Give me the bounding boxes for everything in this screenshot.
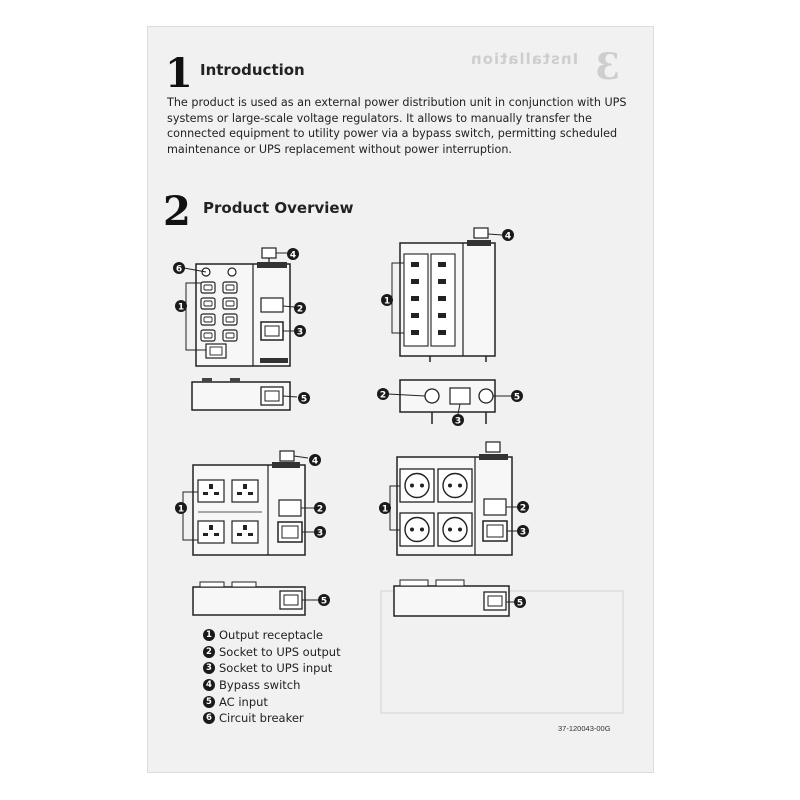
legend-label: Bypass switch [219, 678, 301, 693]
callout-number: 1 [383, 296, 391, 307]
callout-number: 1 [177, 302, 185, 313]
diagram-unit-iec-front [184, 248, 297, 410]
callout-badge [287, 248, 299, 261]
section-number-overview: 2 [163, 188, 191, 235]
callout-badge [517, 525, 529, 538]
callout-badge [377, 388, 389, 401]
callout-number: 5 [300, 394, 308, 405]
callout-badge [517, 501, 529, 514]
callout-badge [298, 392, 310, 405]
intro-line: connected equipment to utility power via a bypass switch, permitting scheduled [167, 127, 618, 140]
callout-badge [175, 300, 187, 313]
legend-number: 4 [203, 679, 215, 691]
legend-number: 5 [203, 696, 215, 708]
callout-badge [314, 502, 326, 515]
callout-badge [514, 596, 526, 609]
legend-number: 1 [203, 629, 215, 641]
callout-number: 4 [504, 231, 512, 242]
legend-number: 2 [203, 646, 215, 658]
callout-number: 2 [519, 503, 527, 514]
legend-item [203, 660, 341, 677]
intro-line: The product is used as an external power distribution unit in conjunction with UPS [167, 96, 627, 109]
callout-number: 4 [311, 456, 319, 467]
diagram-unit-schuko-front [390, 442, 517, 616]
callout-badge [452, 414, 464, 427]
callout-badge [173, 262, 185, 275]
legend-item [203, 644, 341, 661]
callout-number: 3 [296, 327, 304, 338]
callout-number: 3 [316, 528, 324, 539]
diagram-unit-uk-front [183, 451, 318, 615]
callout-badge [318, 594, 330, 607]
callout-number: 2 [296, 304, 304, 315]
callout-number: 5 [320, 596, 328, 607]
callout-number: 3 [519, 527, 527, 538]
section-title-intro: Introduction [200, 61, 305, 79]
callout-number: 5 [513, 392, 521, 403]
intro-line: maintenance or UPS replacement without power interruption. [167, 142, 512, 156]
intro-line: systems or large-scale voltage regulators. It allows to manually transfer the [167, 111, 592, 125]
legend-label: AC input [219, 694, 268, 709]
callout-badge [314, 526, 326, 539]
legend-item [203, 627, 341, 644]
section-number-intro: 1 [165, 50, 193, 97]
legend-label: Socket to UPS output [219, 644, 341, 659]
callout-number: 1 [381, 504, 389, 515]
callout-number: 6 [175, 264, 183, 275]
callout-badge [175, 502, 187, 515]
callout-badge [381, 294, 393, 307]
legend-item [203, 693, 341, 710]
legend-label: Socket to UPS input [219, 661, 333, 676]
legend-number: 3 [203, 662, 215, 674]
legend-label: Output receptacle [219, 628, 323, 643]
callout-number: 4 [289, 250, 297, 261]
callout-badge [379, 502, 391, 515]
callout-badge [502, 229, 514, 242]
callout-number: 1 [177, 504, 185, 515]
callout-number: 5 [516, 598, 524, 609]
callout-number: 3 [454, 416, 462, 427]
callout-badge [309, 454, 321, 467]
diagram-unit-strip-front [388, 228, 511, 424]
legend-item [203, 710, 341, 727]
component-legend [203, 627, 341, 727]
callout-badge [511, 390, 523, 403]
document-code: 37-120043-00G [558, 724, 611, 733]
legend-number: 6 [203, 712, 215, 724]
callout-number: 2 [316, 504, 324, 515]
legend-label: Circuit breaker [219, 711, 304, 726]
callout-number: 2 [379, 390, 387, 401]
section-title-overview: Product Overview [203, 199, 354, 217]
callout-badge [294, 325, 306, 338]
callout-badge [294, 302, 306, 315]
legend-item [203, 677, 341, 694]
